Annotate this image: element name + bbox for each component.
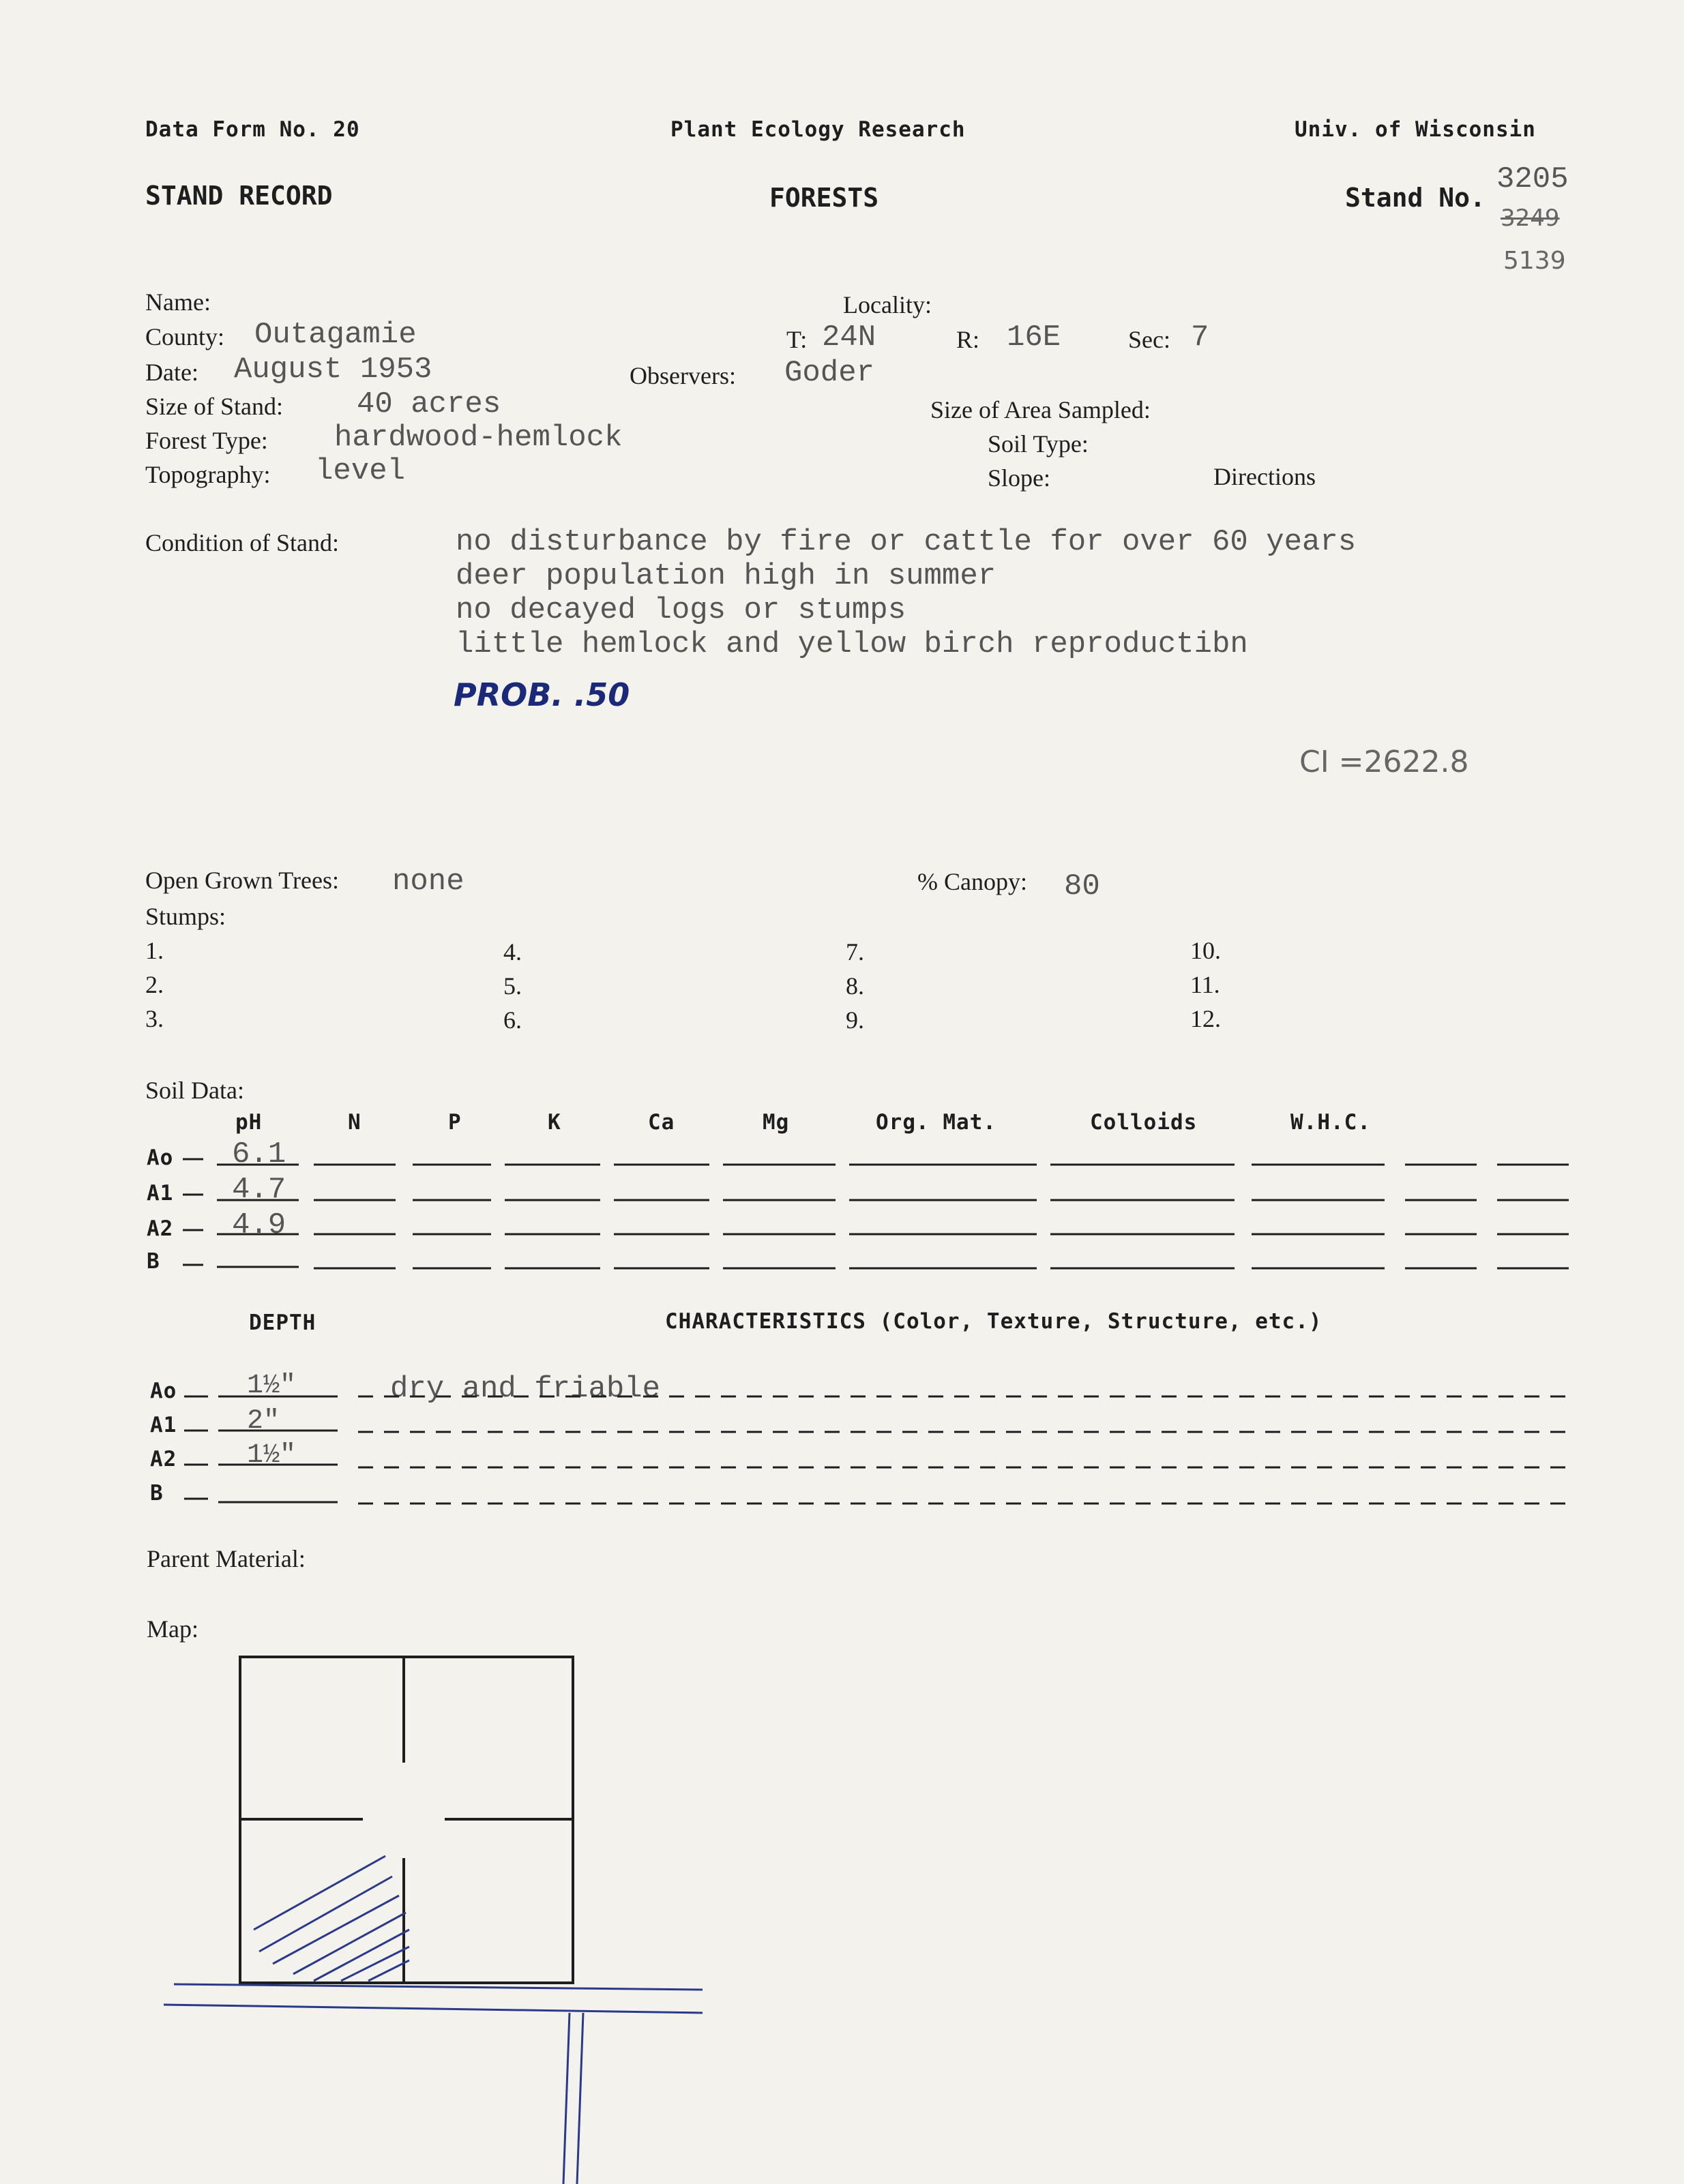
- ph-value: 4.7: [232, 1173, 286, 1207]
- soil-col-p: P: [448, 1110, 462, 1135]
- horizon-label: Ao: [150, 1379, 177, 1403]
- horizon-label: A1: [147, 1181, 174, 1206]
- stump-number: 6.: [503, 1006, 522, 1034]
- characteristics-label: CHARACTERISTICS (Color, Texture, Structure, etc.): [665, 1309, 1323, 1334]
- directions-label: Directions: [1213, 463, 1316, 490]
- depth-lines: [184, 1396, 338, 1502]
- stumps-label: Stumps:: [145, 903, 226, 930]
- locality-label: Locality:: [843, 291, 932, 318]
- canopy-value: 80: [1064, 869, 1100, 903]
- stump-number: 10.: [1190, 937, 1221, 964]
- probability-note: PROB. .50: [454, 676, 630, 713]
- org-name: Plant Ecology Research: [670, 117, 966, 142]
- canopy-label: % Canopy:: [917, 868, 1027, 895]
- stand-no-label: Stand No.: [1345, 183, 1486, 213]
- horizon-label: Ao: [147, 1146, 174, 1170]
- range-label: R:: [956, 326, 980, 353]
- name-label: Name:: [145, 288, 211, 316]
- range-value: 16E: [1007, 320, 1061, 355]
- township-label: T:: [786, 326, 808, 353]
- topography-value: level: [315, 454, 406, 488]
- stump-number: 7.: [846, 938, 864, 966]
- slope-label: Slope:: [988, 464, 1051, 492]
- map-sketch: [164, 1856, 703, 2184]
- condition-label: Condition of Stand:: [145, 529, 340, 556]
- horizon-label: A1: [150, 1413, 177, 1437]
- horizon-label: A2: [150, 1447, 177, 1471]
- soil-col-colloids: Colloids: [1090, 1110, 1198, 1135]
- stump-number: 12.: [1190, 1005, 1221, 1032]
- date-label: Date:: [145, 359, 198, 386]
- ph-value: 6.1: [232, 1137, 286, 1171]
- soil-data-label: Soil Data:: [145, 1077, 244, 1104]
- horizon-label: B: [150, 1481, 164, 1506]
- depth-value: 1½": [247, 1440, 297, 1471]
- section-value: 7: [1191, 320, 1209, 355]
- forest-type-value: hardwood-hemlock: [334, 421, 623, 455]
- open-grown-value: none: [392, 865, 464, 899]
- open-grown-label: Open Grown Trees:: [145, 867, 339, 894]
- topography-label: Topography:: [145, 461, 271, 488]
- section-label: Sec:: [1128, 326, 1170, 353]
- soil-col-n: N: [348, 1110, 361, 1135]
- map-label: Map:: [147, 1615, 198, 1643]
- stand-no-crossed: 3249: [1501, 205, 1560, 232]
- county-value: Outagamie: [254, 318, 417, 352]
- date-value: August 1953: [234, 353, 432, 387]
- soil-col-mg: Mg: [763, 1110, 790, 1135]
- township-value: 24N: [822, 320, 876, 355]
- ph-value: 4.9: [232, 1208, 286, 1242]
- horizon-label: B: [147, 1249, 160, 1274]
- soil-type-label: Soil Type:: [988, 430, 1089, 458]
- characteristics-dashes: [358, 1396, 1572, 1504]
- condition-line: deer population high in summer: [456, 559, 996, 593]
- county-label: County:: [145, 323, 225, 350]
- depth-label: DEPTH: [249, 1311, 316, 1335]
- soil-table-lines: [183, 1159, 1569, 1268]
- observers-label: Observers:: [630, 362, 736, 389]
- soil-col-k: K: [548, 1110, 561, 1135]
- soil-col-ca: Ca: [648, 1110, 675, 1135]
- soil-col-ph: pH: [235, 1110, 263, 1135]
- stump-number: 11.: [1190, 971, 1220, 998]
- university: Univ. of Wisconsin: [1295, 117, 1536, 142]
- depth-value: 1½": [247, 1371, 297, 1401]
- forest-type-label: Forest Type:: [145, 427, 268, 454]
- stand-no: 3205: [1496, 162, 1569, 196]
- ci-note: CI =2622.8: [1299, 745, 1469, 779]
- record-type: FORESTS: [769, 183, 879, 213]
- stump-number: 8.: [846, 972, 864, 1000]
- stump-number: 5.: [503, 972, 522, 1000]
- condition-line: no disturbance by fire or cattle for over 60 years: [456, 525, 1357, 559]
- size-value: 40 acres: [357, 387, 501, 421]
- size-label: Size of Stand:: [145, 393, 283, 420]
- soil-col-orgmat: Org. Mat.: [876, 1110, 996, 1135]
- characteristics-value: dry and friable: [390, 1372, 661, 1406]
- form-number: Data Form No. 20: [145, 117, 360, 142]
- stump-number: 2.: [145, 971, 164, 998]
- stump-number: 1.: [145, 937, 164, 964]
- observers-value: Goder: [784, 356, 875, 390]
- condition-line: no decayed logs or stumps: [456, 593, 906, 627]
- area-sampled-label: Size of Area Sampled:: [930, 396, 1151, 423]
- stump-number: 9.: [846, 1006, 864, 1034]
- horizon-label: A2: [147, 1216, 174, 1241]
- record-title: STAND RECORD: [145, 181, 333, 211]
- soil-col-whc: W.H.C.: [1290, 1110, 1371, 1135]
- stump-number: 3.: [145, 1005, 164, 1032]
- parent-material-label: Parent Material:: [147, 1545, 306, 1572]
- stump-number: 4.: [503, 938, 522, 966]
- stand-no-alt: 5139: [1503, 247, 1566, 275]
- depth-value: 2": [247, 1406, 280, 1437]
- condition-line: little hemlock and yellow birch reproductibn: [456, 627, 1248, 661]
